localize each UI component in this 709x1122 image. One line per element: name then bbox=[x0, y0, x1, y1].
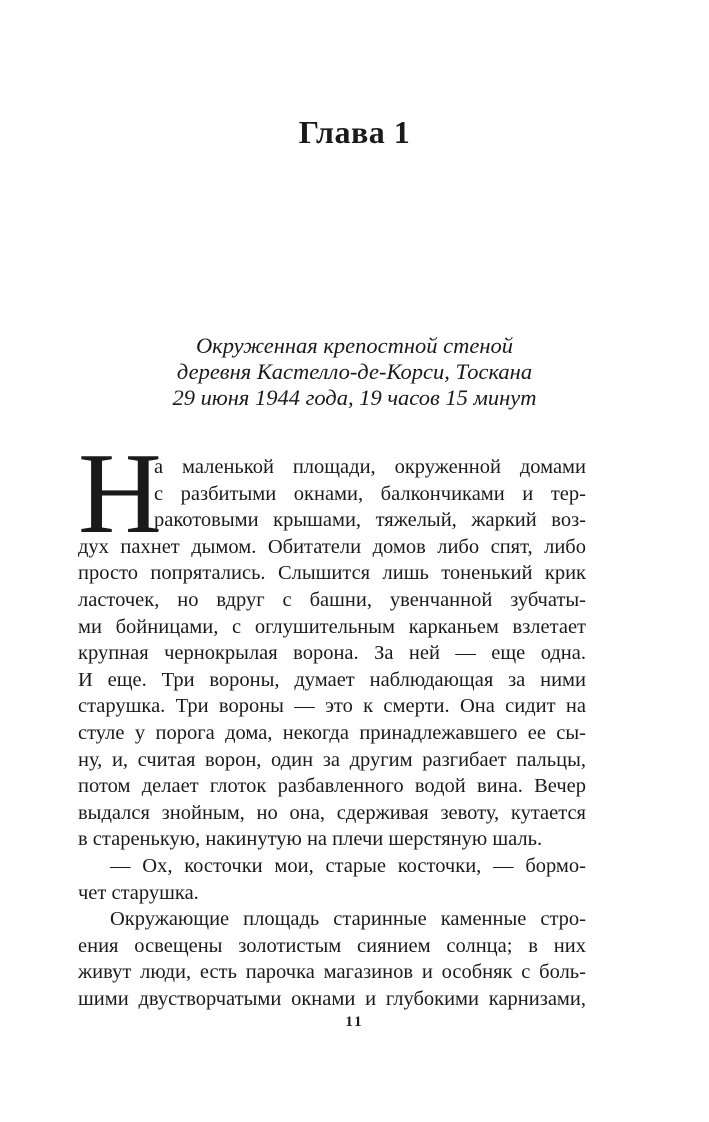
text-line: Окружающие площадь старинные каменные стро- bbox=[110, 908, 586, 931]
epigraph-line: 29 июня 1944 года, 19 часов 15 минут bbox=[172, 385, 537, 410]
text-line: ми бойницами, с оглушительным карканьем взлетает bbox=[78, 615, 586, 638]
drop-cap: Н bbox=[78, 430, 162, 558]
text-line: старушка. Три вороны — это к смерти. Она сидит на bbox=[78, 695, 586, 718]
text-line: ения освещены золотистым сиянием солнца; в них bbox=[78, 934, 586, 957]
text-line: ну, и, считая ворон, один за другим разгибает пальцы, bbox=[78, 748, 586, 771]
body-text bbox=[78, 454, 586, 1012]
text-line: ракотовыми крышами, тяжелый, жаркий воз- bbox=[154, 509, 586, 532]
text-line: в старенькую, накинутую на плечи шерстяную шаль. bbox=[78, 828, 543, 851]
text-line: чет старушка. bbox=[78, 881, 199, 904]
text-line: ласточек, но вдруг с башни, увенчанной зубчаты- bbox=[78, 588, 586, 611]
text-line: — Ох, косточки мои, старые косточки, — бормо- bbox=[110, 854, 586, 877]
epigraph-line: Окруженная крепостной стеной bbox=[195, 333, 514, 358]
text-line: с разбитыми окнами, балкончиками и тер- bbox=[154, 482, 586, 505]
chapter-title: Глава 1 bbox=[298, 114, 411, 150]
text-line: выдался знойным, но она, сдерживая зевоту, кутается bbox=[78, 801, 586, 824]
epigraph bbox=[0, 333, 709, 411]
text-line: просто попрятались. Слышится лишь тоненький крик bbox=[78, 562, 586, 585]
text-line: И еще. Три вороны, думает наблюдающая за ними bbox=[78, 668, 586, 691]
text-line: крупная чернокрылая ворона. За ней — еще одна. bbox=[78, 642, 586, 665]
text-line: стуле у порога дома, некогда принадлежавшего ее сы- bbox=[78, 721, 586, 744]
text-line: шими двустворчатыми окнами и глубокими карнизами, bbox=[78, 987, 586, 1010]
text-line: дух пахнет дымом. Обитатели домов либо спят, либо bbox=[78, 535, 586, 558]
epigraph-line: деревня Кастелло-де-Корси, Тоскана bbox=[176, 359, 533, 384]
text-line: потом делает глоток разбавленного водой вина. Вечер bbox=[78, 775, 586, 798]
text-line: живут люди, есть парочка магазинов и особняк с боль- bbox=[78, 961, 586, 984]
text-line: а маленькой площади, окруженной домами bbox=[154, 456, 586, 478]
page-number: 11 bbox=[345, 1014, 364, 1030]
